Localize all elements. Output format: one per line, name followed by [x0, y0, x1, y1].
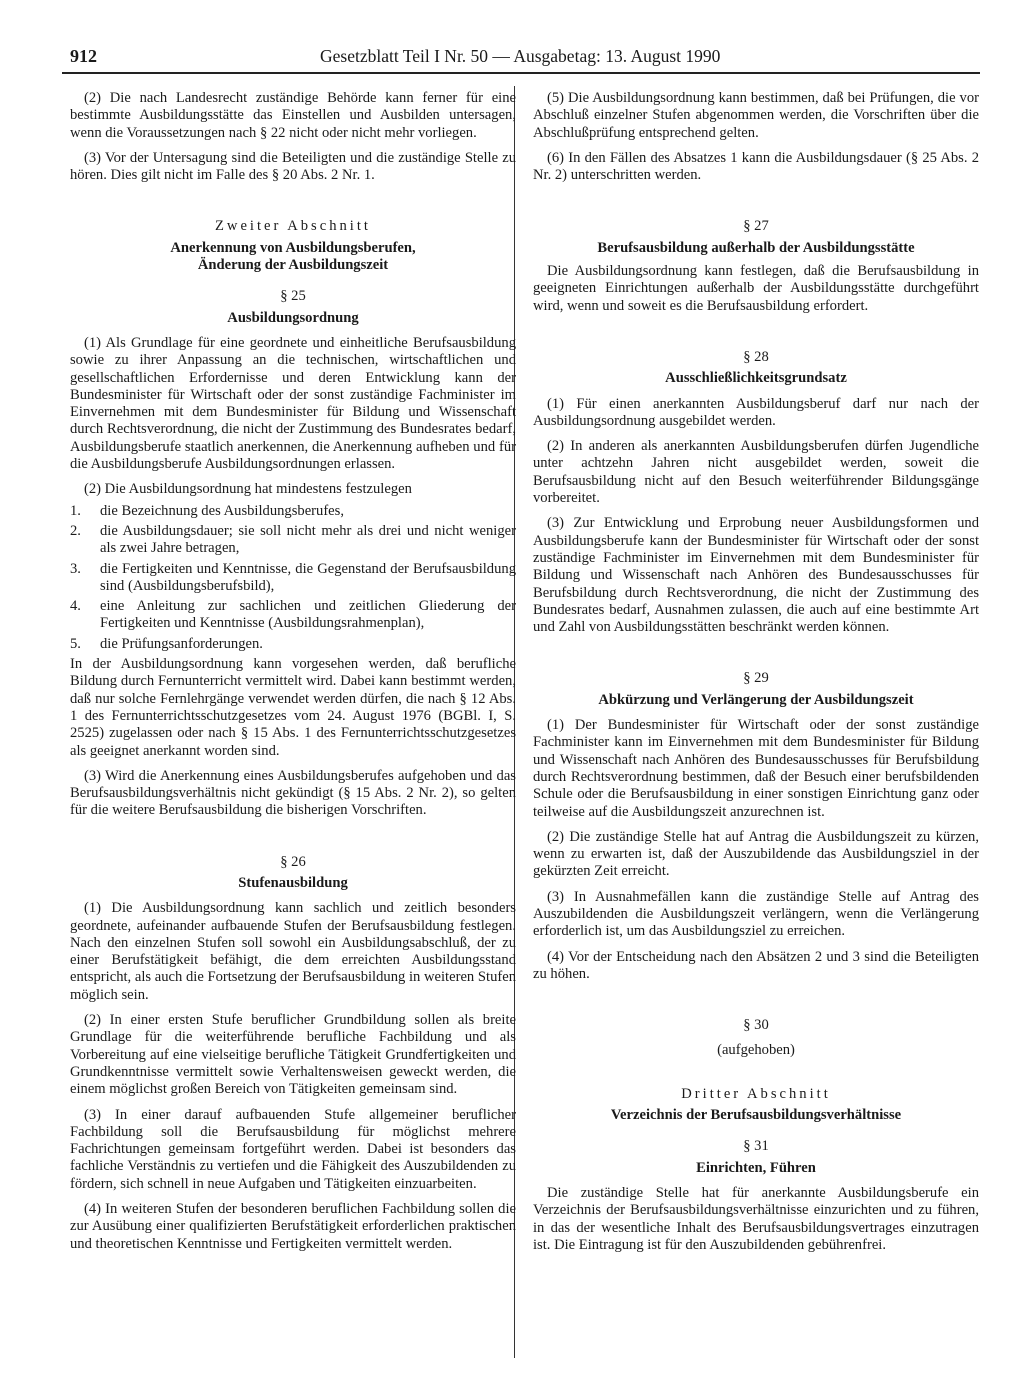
paragraph: (2) Die Ausbildungsordnung hat mindestens festzulegen	[84, 481, 412, 498]
paragraph: (3) Zur Entwicklung und Erprobung neuer Ausbildungsformen und Ausbildungsberufe kann der Bundesminister für Wirtschaft oder der sonst zuständige Fachminister im Einvernehmen mit dem Bundesminister für Bildung und Wissenschaft nach Anhören des Bundesausschusses für Berufsbildung durch Rechtsverordnung, die nicht der Zustimmung des Bundesrates bedarf, Ausnahmen zulassen, die auch auf eine bestimmte Art und Zahl von Ausbildungsstätten beschränkt werden können.	[533, 515, 979, 636]
abschnitt-label: Zweiter Abschnitt	[215, 218, 371, 235]
section-number: § 26	[280, 853, 306, 870]
abschnitt-title: Verzeichnis der Berufsausbildungsverhältnisse	[610, 1107, 902, 1124]
paragraph: (3) Vor der Untersagung sind die Beteiligten und die zuständige Stelle zu hören. Dies gilt nicht im Falle des § 20 Abs. 2 Nr. 1.	[70, 149, 516, 184]
right-column	[533, 90, 979, 1254]
section-number: § 28	[743, 348, 769, 365]
paragraph: (3) Wird die Anerkennung eines Ausbildungsberufes aufgehoben und das Berufsausbildungsverhältnis nicht gekündigt (§ 15 Abs. 2 Nr. 2), so gelten für die weitere Berufsausbildung die bisherigen Vorschriften.	[70, 767, 516, 819]
paragraph: (2) In einer ersten Stufe beruflicher Grundbildung sollen als breite Grundlage für die weiterführende berufliche Fachbildung und als Vorbereitung auf eine vielseitige berufliche Tätigkeit Grundfertigkeiten und Grundkenntnisse vermittelt sowie Verhaltensweisen geweckt werden, die einem möglichst großen Bereich von Tätigkeiten gemeinsam sind.	[70, 1012, 516, 1098]
header-title: Gesetzblatt Teil I Nr. 50 — Ausgabetag: 13. August 1990	[320, 46, 721, 66]
section-number: § 31	[743, 1138, 769, 1155]
paragraph: (4) In weiteren Stufen der besonderen beruflichen Fachbildung sollen die zur Ausübung einer qualifizierten Berufstätigkeit erforderlichen praktischen und theoretischen Kenntnisse und Fertigkeiten vermittelt werden.	[70, 1201, 516, 1252]
header-rule	[62, 72, 980, 74]
paragraph: Die Ausbildungsordnung kann festlegen, daß die Berufsausbildung in geeigneten Einrichtungen außerhalb der Ausbildungsstätte durchgeführt wird, wenn und soweit es die Berufsausbildung erfordert.	[533, 263, 979, 314]
requirements-list	[70, 503, 516, 653]
paragraph: (2) Die nach Landesrecht zuständige Behörde kann ferner für eine bestimmte Ausbildungsstätte das Einstellen und Ausbilden untersagen, wenn die Voraussetzungen nach § 22 nicht oder nicht mehr vorliegen.	[70, 90, 516, 141]
section-number: § 29	[743, 670, 769, 687]
paragraph: (3) In einer darauf aufbauenden Stufe allgemeiner beruflicher Fachbildung soll die Berufsausbildung für möglichst mehrere Fachrichtungen gemeinsam fortgeführt werden. Dabei ist besonders das fachliche Verständnis zu vertiefen und die Fähigkeit des Auszubildenden zu fördern, sich schnell in neue Aufgaben und Tätigkeiten einzuarbeiten.	[70, 1106, 516, 1192]
paragraph: In der Ausbildungsordnung kann vorgesehen werden, daß berufliche Bildung durch Fernunterricht vermittelt wird. Dabei kann bestimmt werden, daß nur solche Fernlehrgänge verwendet werden dürfen, die nach § 12 Abs. 1 des Fernunterrichtsschutzgesetzes vom 24. August 1976 (BGBl. I, S. 2525) zugelassen oder nach § 15 Abs. 1 des Fernunterrichtsschutzgesetzes als geeignet anerkannt worden sind.	[70, 656, 516, 759]
section-title: Einrichten, Führen	[696, 1159, 816, 1176]
paragraph: (2) In anderen als anerkannten Ausbildungsberufen dürfen Jugendliche unter achtzehn Jahren nicht ausgebildet werden, soweit die Berufsausbildung nicht auf den Besuch weiterführender Bildungsgänge vorbereitet.	[533, 438, 979, 507]
paragraph: Die zuständige Stelle hat für anerkannte Ausbildungsberufe ein Verzeichnis der Berufsausbildungsverhältnisse einzurichten und zu führen, in das der wesentliche Inhalt des Berufsausbildungsvertrages einzutragen ist. Die Eintragung ist für den Auszubildenden gebührenfrei.	[533, 1184, 979, 1253]
section-title: Ausschließlichkeitsgrundsatz	[665, 370, 847, 387]
paragraph: (1) Die Ausbildungsordnung kann sachlich und zeitlich besonders geordnete, aufeinander aufbauende Stufen der Berufsausbildung festlegen. Nach den einzelnen Stufen soll sowohl ein Ausbildungsabschluß, der zu einer Berufstätigkeit befähigt, die dem erreichten Ausbildungsstand entspricht, als auch die Fortsetzung der Berufsausbildung in weiteren Stufen möglich sein.	[70, 900, 516, 1003]
list-item: 5. die Prüfungsanforderungen.	[70, 635, 263, 652]
paragraph: (4) Vor der Entscheidung nach den Absätzen 2 und 3 sind die Beteiligten zu höhen.	[533, 948, 979, 982]
left-column	[70, 90, 516, 1253]
section-title: Abkürzung und Verlängerung der Ausbildungszeit	[598, 691, 914, 708]
section-text: (aufgehoben)	[717, 1042, 795, 1059]
section-number: § 30	[743, 1017, 769, 1034]
section-title: Berufsausbildung außerhalb der Ausbildungsstätte	[597, 239, 915, 256]
list-item: 1. die Bezeichnung des Ausbildungsberufes,	[70, 502, 344, 519]
paragraph: (6) In den Fällen des Absatzes 1 kann die Ausbildungsdauer (§ 25 Abs. 2 Nr. 2) unterschritten werden.	[533, 149, 979, 184]
paragraph: (2) Die zuständige Stelle hat auf Antrag die Ausbildungszeit zu kürzen, wenn zu erwarten ist, daß der Auszubildende das Ausbildungsziel in der gekürzten Zeit erreicht.	[533, 828, 979, 880]
section-title: Stufenausbildung	[238, 874, 348, 891]
abschnitt-label: Dritter Abschnitt	[681, 1085, 831, 1102]
section-title: Ausbildungsordnung	[227, 309, 359, 326]
page-header	[70, 44, 980, 70]
page-number: 912	[70, 46, 97, 66]
paragraph: (1) Für einen anerkannten Ausbildungsberuf darf nur nach der Ausbildungsordnung ausgebildet werden.	[533, 395, 979, 429]
paragraph: (3) In Ausnahmefällen kann die zuständige Stelle auf Antrag des Auszubildenden die Ausbildungszeit verlängern, wenn die Verlängerung erforderlich ist, um das Ausbildungsziel zu erreichen.	[533, 888, 979, 940]
list-item: 3. die Fertigkeiten und Kenntnisse, die Gegenstand der Berufsausbildung sind (Ausbildungsberufsbild),	[70, 560, 516, 594]
abschnitt-title: Anerkennung von Ausbildungsberufen,	[170, 239, 416, 256]
paragraph: (5) Die Ausbildungsordnung kann bestimmen, daß bei Prüfungen, die vor Abschluß einzelner Stufen abgenommen werden, die Vorschriften über die Abschlußprüfung entsprechend gelten.	[533, 90, 979, 141]
paragraph: (1) Der Bundesminister für Wirtschaft oder der sonst zuständige Fachminister kann im Einvernehmen mit dem Bundesminister für Bildung und Wissenschaft nach Anhören des Bundesausschusses für Berufsbildung durch Rechtsverordnung bestimmen, daß der Besuch einer berufsbildenden Schule oder die Berufsausbildung in einer sonstigen Einrichtung ganz oder teilweise auf die Ausbildungszeit anzurechnen ist.	[533, 717, 979, 820]
list-item: 4. eine Anleitung zur sachlichen und zeitlichen Gliederung der Fertigkeiten und Kenntnisse (Ausbildungsrahmenplan),	[70, 598, 516, 632]
paragraph: (1) Als Grundlage für eine geordnete und einheitliche Berufsausbildung sowie zu ihrer Anpassung an die technischen, wirtschaftlichen und gesellschaftlichen Erfordernisse und deren Entwicklung kann der Bundesminister für Wirtschaft oder der sonst zuständige Fachminister im Einvernehmen mit dem Bundesminister für Bildung und Wissenschaft durch Rechtsverordnung, die nicht der Zustimmung des Bundesrates bedarf, Ausbildungsberufe staatlich anerkennen, die Anerkennung aufheben und für die Ausbildungsberufe Ausbildungsordnungen erlassen.	[70, 334, 516, 473]
list-item: 2. die Ausbildungsdauer; sie soll nicht mehr als drei und nicht weniger als zwei Jahre betragen,	[70, 522, 516, 557]
abschnitt-title: Änderung der Ausbildungszeit	[197, 257, 389, 274]
section-number: § 25	[280, 288, 306, 305]
section-number: § 27	[743, 218, 769, 235]
